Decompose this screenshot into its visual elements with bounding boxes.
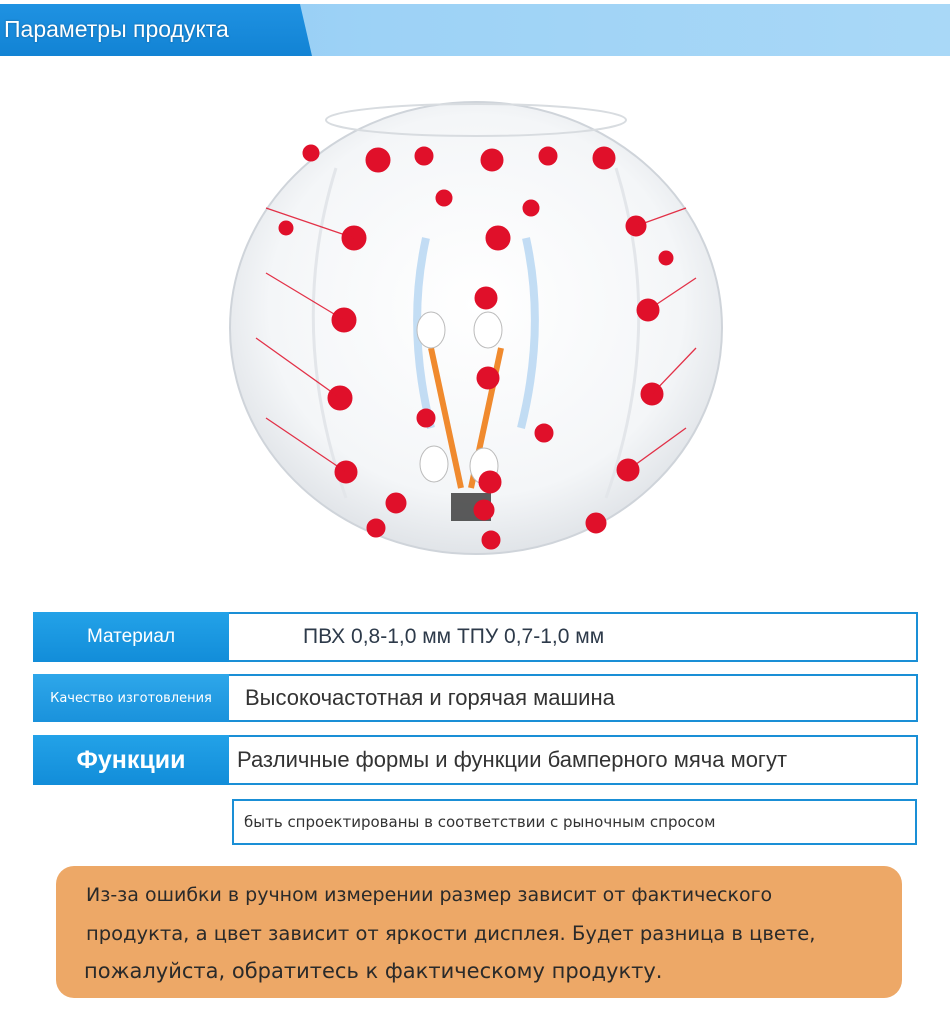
note-line: продукта, а цвет зависит от яркости дисплея. Будет разница в цвете, [86, 922, 816, 945]
spec-value-cell [229, 735, 918, 785]
spec-row-quality [33, 674, 918, 722]
spec-value: Различные формы и функции бамперного мяча могут [237, 747, 788, 772]
spec-row-material [33, 612, 918, 662]
page-title: Параметры продукта [4, 16, 229, 42]
spec-label-cell [33, 612, 229, 662]
note-line: Из-за ошибки в ручном измерении размер зависит от фактического [86, 884, 773, 906]
spec-value-cell [229, 674, 918, 722]
spec-label: Функции [76, 745, 186, 774]
disclaimer-note [56, 866, 902, 998]
note-line: пожалуйста, обратитесь к фактическому продукту. [84, 959, 663, 983]
spec-label-cell [33, 674, 229, 722]
spec-continuation-text: быть спроектированы в соответствии с рыночным спросом [244, 813, 716, 831]
spec-continuation-row [232, 799, 917, 845]
spec-label-cell [33, 735, 229, 785]
spec-row-functions [33, 735, 918, 785]
spec-label: Материал [86, 626, 176, 647]
header-banner [0, 4, 950, 56]
spec-value: Высокочастотная и горячая машина [245, 685, 615, 710]
bubble-ball-image [226, 98, 726, 564]
spec-value: ПВХ 0,8-1,0 мм ТПУ 0,7-1,0 мм [303, 625, 605, 648]
spec-value-cell [229, 612, 918, 662]
spec-label: Качество изготовления [50, 690, 212, 706]
